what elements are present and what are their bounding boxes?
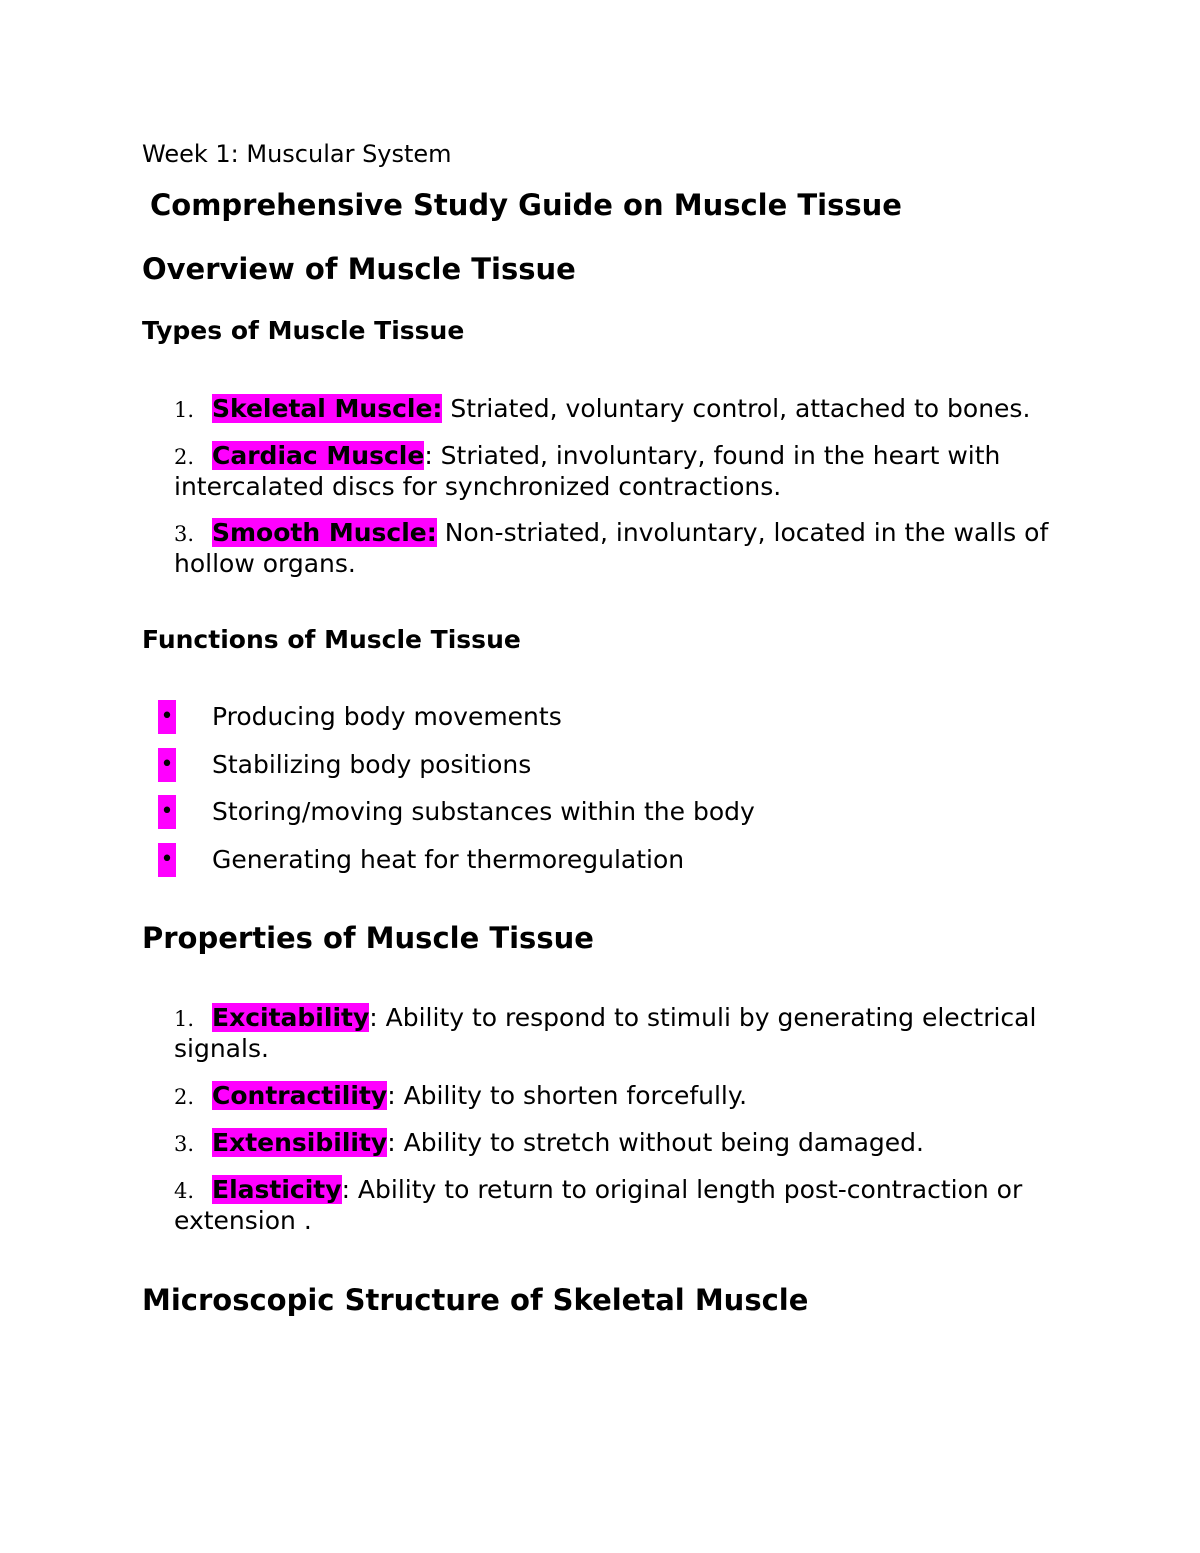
document-title: Comprehensive Study Guide on Muscle Tissue bbox=[150, 188, 902, 222]
highlighted-term: Extensibility bbox=[212, 1128, 388, 1157]
bullet-icon: • bbox=[158, 795, 176, 829]
list-number: 2. bbox=[174, 445, 195, 469]
highlighted-term: Contractility bbox=[212, 1081, 388, 1110]
term-description: : Ability to respond to stimuli by generating electrical signals. bbox=[174, 1003, 1037, 1063]
microscopic-heading: Microscopic Structure of Skeletal Muscle bbox=[142, 1283, 809, 1317]
bullet-icon: • bbox=[158, 700, 176, 734]
properties-heading: Properties of Muscle Tissue bbox=[142, 921, 594, 955]
bullet-item: Producing body movements bbox=[212, 702, 562, 731]
highlighted-term: Cardiac Muscle bbox=[212, 441, 425, 470]
list-item bbox=[174, 1128, 1074, 1159]
bullet-item: Stabilizing body positions bbox=[212, 750, 532, 779]
term-description: Striated, voluntary control, attached to bones. bbox=[442, 394, 1031, 423]
bullet-item: Generating heat for thermoregulation bbox=[212, 845, 685, 874]
list-number: 3. bbox=[174, 522, 195, 546]
term-description: : Ability to stretch without being damaged. bbox=[387, 1128, 924, 1157]
list-number: 4. bbox=[174, 1179, 195, 1203]
list-item bbox=[174, 1003, 1074, 1064]
bullet-icon: • bbox=[158, 843, 176, 877]
week-label: Week 1: Muscular System bbox=[142, 140, 452, 168]
list-number: 1. bbox=[174, 398, 195, 422]
list-item bbox=[174, 441, 1074, 502]
list-number: 2. bbox=[174, 1085, 195, 1109]
functions-heading: Functions of Muscle Tissue bbox=[142, 625, 521, 654]
highlighted-term: Smooth Muscle: bbox=[212, 518, 437, 547]
list-item bbox=[174, 394, 1074, 425]
types-heading: Types of Muscle Tissue bbox=[142, 316, 465, 345]
highlighted-term: Excitability bbox=[212, 1003, 370, 1032]
list-item bbox=[174, 1175, 1074, 1236]
list-number: 3. bbox=[174, 1132, 195, 1156]
list-item bbox=[174, 518, 1074, 579]
bullet-icon: • bbox=[158, 748, 176, 782]
bullet-item: Storing/moving substances within the body bbox=[212, 797, 755, 826]
highlighted-term: Skeletal Muscle: bbox=[212, 394, 443, 423]
term-description: : Ability to return to original length post-contraction or extension . bbox=[174, 1175, 1023, 1235]
term-description: : Ability to shorten forcefully. bbox=[387, 1081, 748, 1110]
overview-heading: Overview of Muscle Tissue bbox=[142, 252, 576, 286]
list-item bbox=[174, 1081, 1074, 1112]
highlighted-term: Elasticity bbox=[212, 1175, 342, 1204]
term-description: Non-striated, involuntary, located in the walls of hollow organs. bbox=[174, 518, 1049, 578]
term-description: : Striated, involuntary, found in the heart with intercalated discs for synchronized contractions. bbox=[174, 441, 1001, 501]
list-number: 1. bbox=[174, 1007, 195, 1031]
